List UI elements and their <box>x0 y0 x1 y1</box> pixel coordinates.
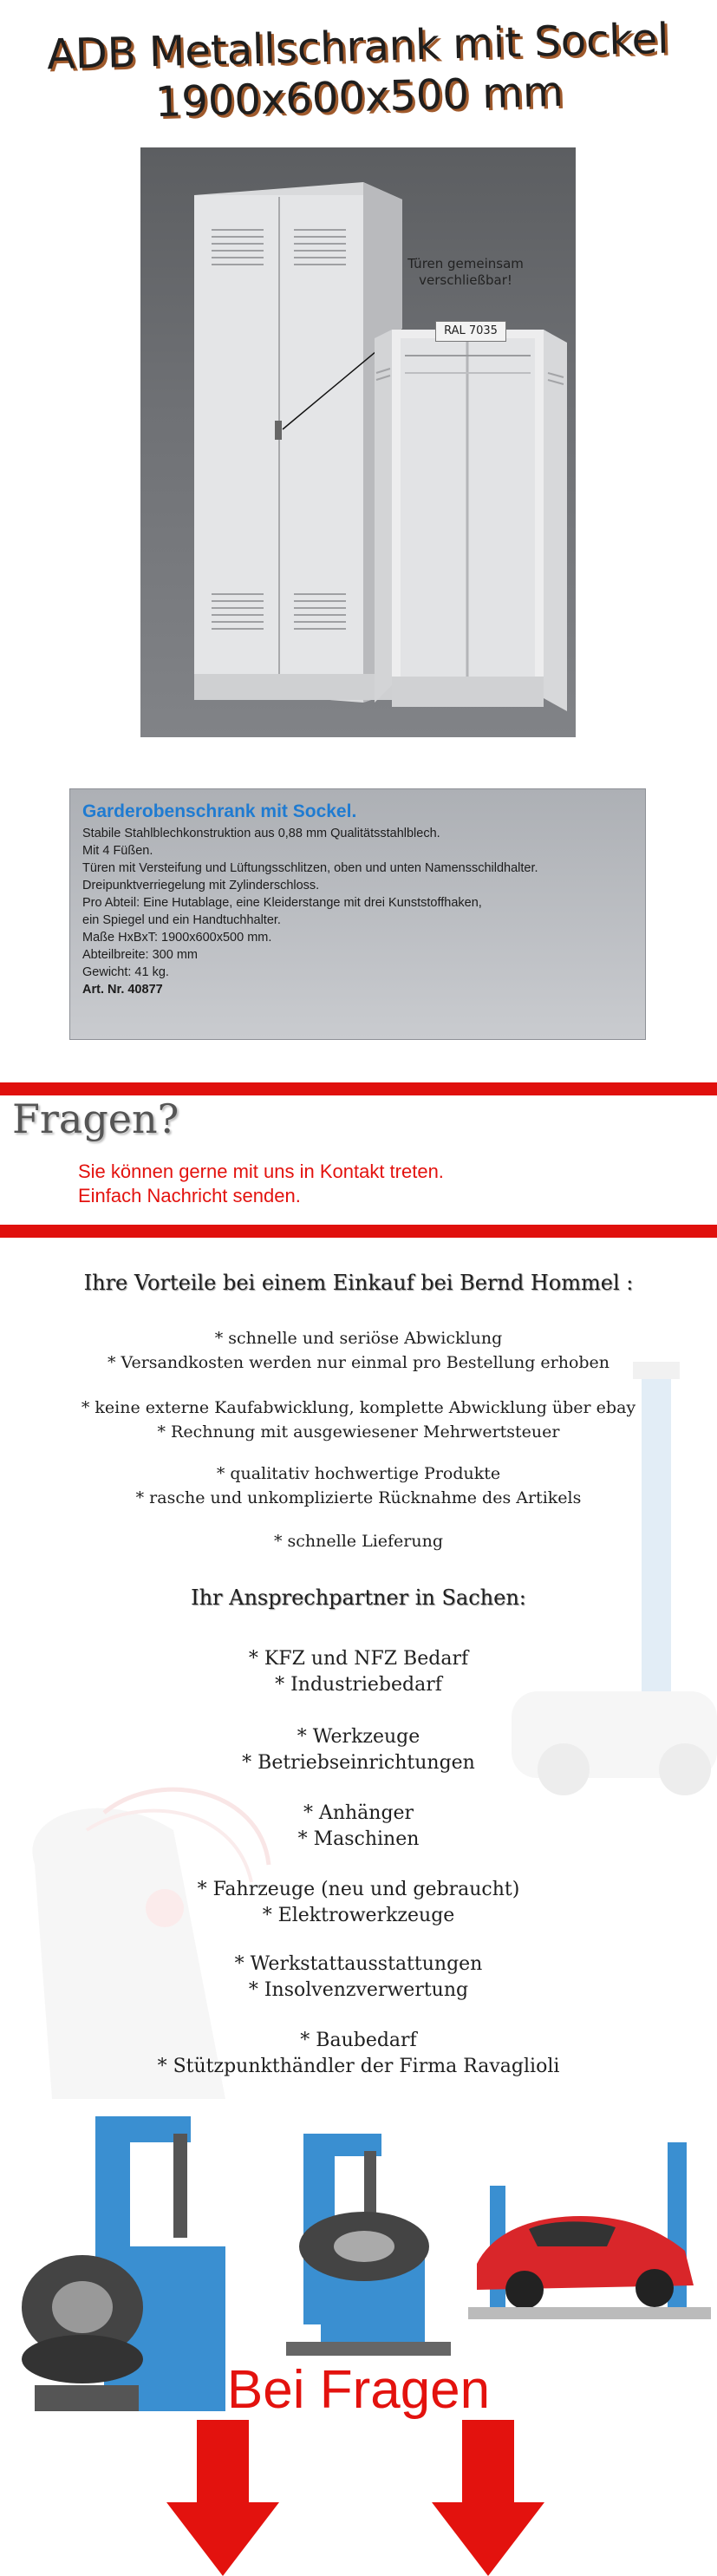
spec-line: Türen mit Versteifung und Lüftungsschlitzen, oben und unten Namensschildhalter. <box>82 861 538 875</box>
contact-line-1: Sie können gerne mit uns in Kontakt treten. <box>78 1161 444 1182</box>
title-line-2: 1900x600x500 mm <box>154 67 564 127</box>
partner-item: * Maschinen <box>297 1828 420 1850</box>
spec-line: Dreipunktverriegelung mit Zylinderschloss. <box>82 879 320 892</box>
spec-line: ein Spiegel und ein Handtuchhalter. <box>82 913 281 927</box>
title-line-1: ADB Metallschrank mit Sockel <box>46 14 670 80</box>
arrow-down-icon <box>166 2420 279 2576</box>
partner-item: * Betriebseinrichtungen <box>242 1752 475 1774</box>
partner-item: * Werkstattausstattungen <box>234 1953 483 1975</box>
cta-heading: Bei Fragen <box>226 2360 491 2420</box>
red-divider-bottom <box>0 1225 717 1238</box>
product-photo <box>140 147 576 737</box>
advantage-item: * Versandkosten werden nur einmal pro Bestellung erhoben <box>107 1353 610 1372</box>
partner-item: * Anhänger <box>303 1802 414 1824</box>
questions-heading: Fragen? <box>12 1095 179 1142</box>
partner-item: * Baubedarf <box>300 2030 417 2051</box>
spec-line: Stabile Stahlblechkonstruktion aus 0,88 mm Qualitätsstahlblech. <box>82 827 440 840</box>
advantage-item: * schnelle und seriöse Abwicklung <box>214 1329 503 1348</box>
spec-line: Abteilbreite: 300 mm <box>82 948 198 962</box>
cabinet-open-image <box>375 330 570 716</box>
arrow-down-icon <box>432 2420 544 2576</box>
advantages-heading: Ihre Vorteile bei einem Einkauf bei Bernd Hommel : <box>83 1271 634 1295</box>
advantage-item: * schnelle Lieferung <box>273 1532 444 1551</box>
partner-item: * Industriebedarf <box>275 1674 442 1696</box>
page-title <box>0 12 717 132</box>
callout-text: Türen gemeinsam verschließbar! <box>407 256 524 288</box>
tire-changer-image-2 <box>269 2099 468 2359</box>
advantage-item: * rasche und unkomplizierte Rücknahme des Artikels <box>135 1488 582 1507</box>
partner-item: * Fahrzeuge (neu und gebraucht) <box>197 1879 520 1900</box>
spec-line: Maße HxBxT: 1900x600x500 mm. <box>82 931 272 945</box>
partner-heading: Ihr Ansprechpartner in Sachen: <box>191 1585 526 1610</box>
article-number: Art. Nr. 40877 <box>82 983 163 997</box>
partner-item: * Werkzeuge <box>297 1726 420 1748</box>
spec-line: Gewicht: 41 kg. <box>82 965 169 979</box>
advantage-item: * keine externe Kaufabwicklung, komplette Abwicklung über ebay <box>81 1398 636 1417</box>
car-on-lift-image <box>460 2134 717 2333</box>
partner-item: * Stützpunkthändler der Firma Ravaglioli <box>157 2056 560 2077</box>
advantage-item: * Rechnung mit ausgewiesener Mehrwertsteuer <box>157 1422 560 1442</box>
ral-color-label: RAL 7035 <box>435 321 506 342</box>
partner-item: * Insolvenzverwertung <box>248 1979 469 2001</box>
spec-line: Mit 4 Füßen. <box>82 844 153 858</box>
red-divider-top <box>0 1082 717 1095</box>
contact-line-2: Einfach Nachricht senden. <box>78 1185 301 1206</box>
spec-line: Pro Abteil: Eine Hutablage, eine Kleiderstange mit drei Kunststoffhaken, <box>82 896 482 910</box>
partner-item: * Elektrowerkzeuge <box>262 1905 455 1926</box>
advantage-item: * qualitativ hochwertige Produkte <box>216 1464 501 1483</box>
spec-heading: Garderobenschrank mit Sockel. <box>82 801 357 821</box>
partner-item: * KFZ und NFZ Bedarf <box>248 1648 469 1670</box>
spec-box <box>69 788 646 1040</box>
